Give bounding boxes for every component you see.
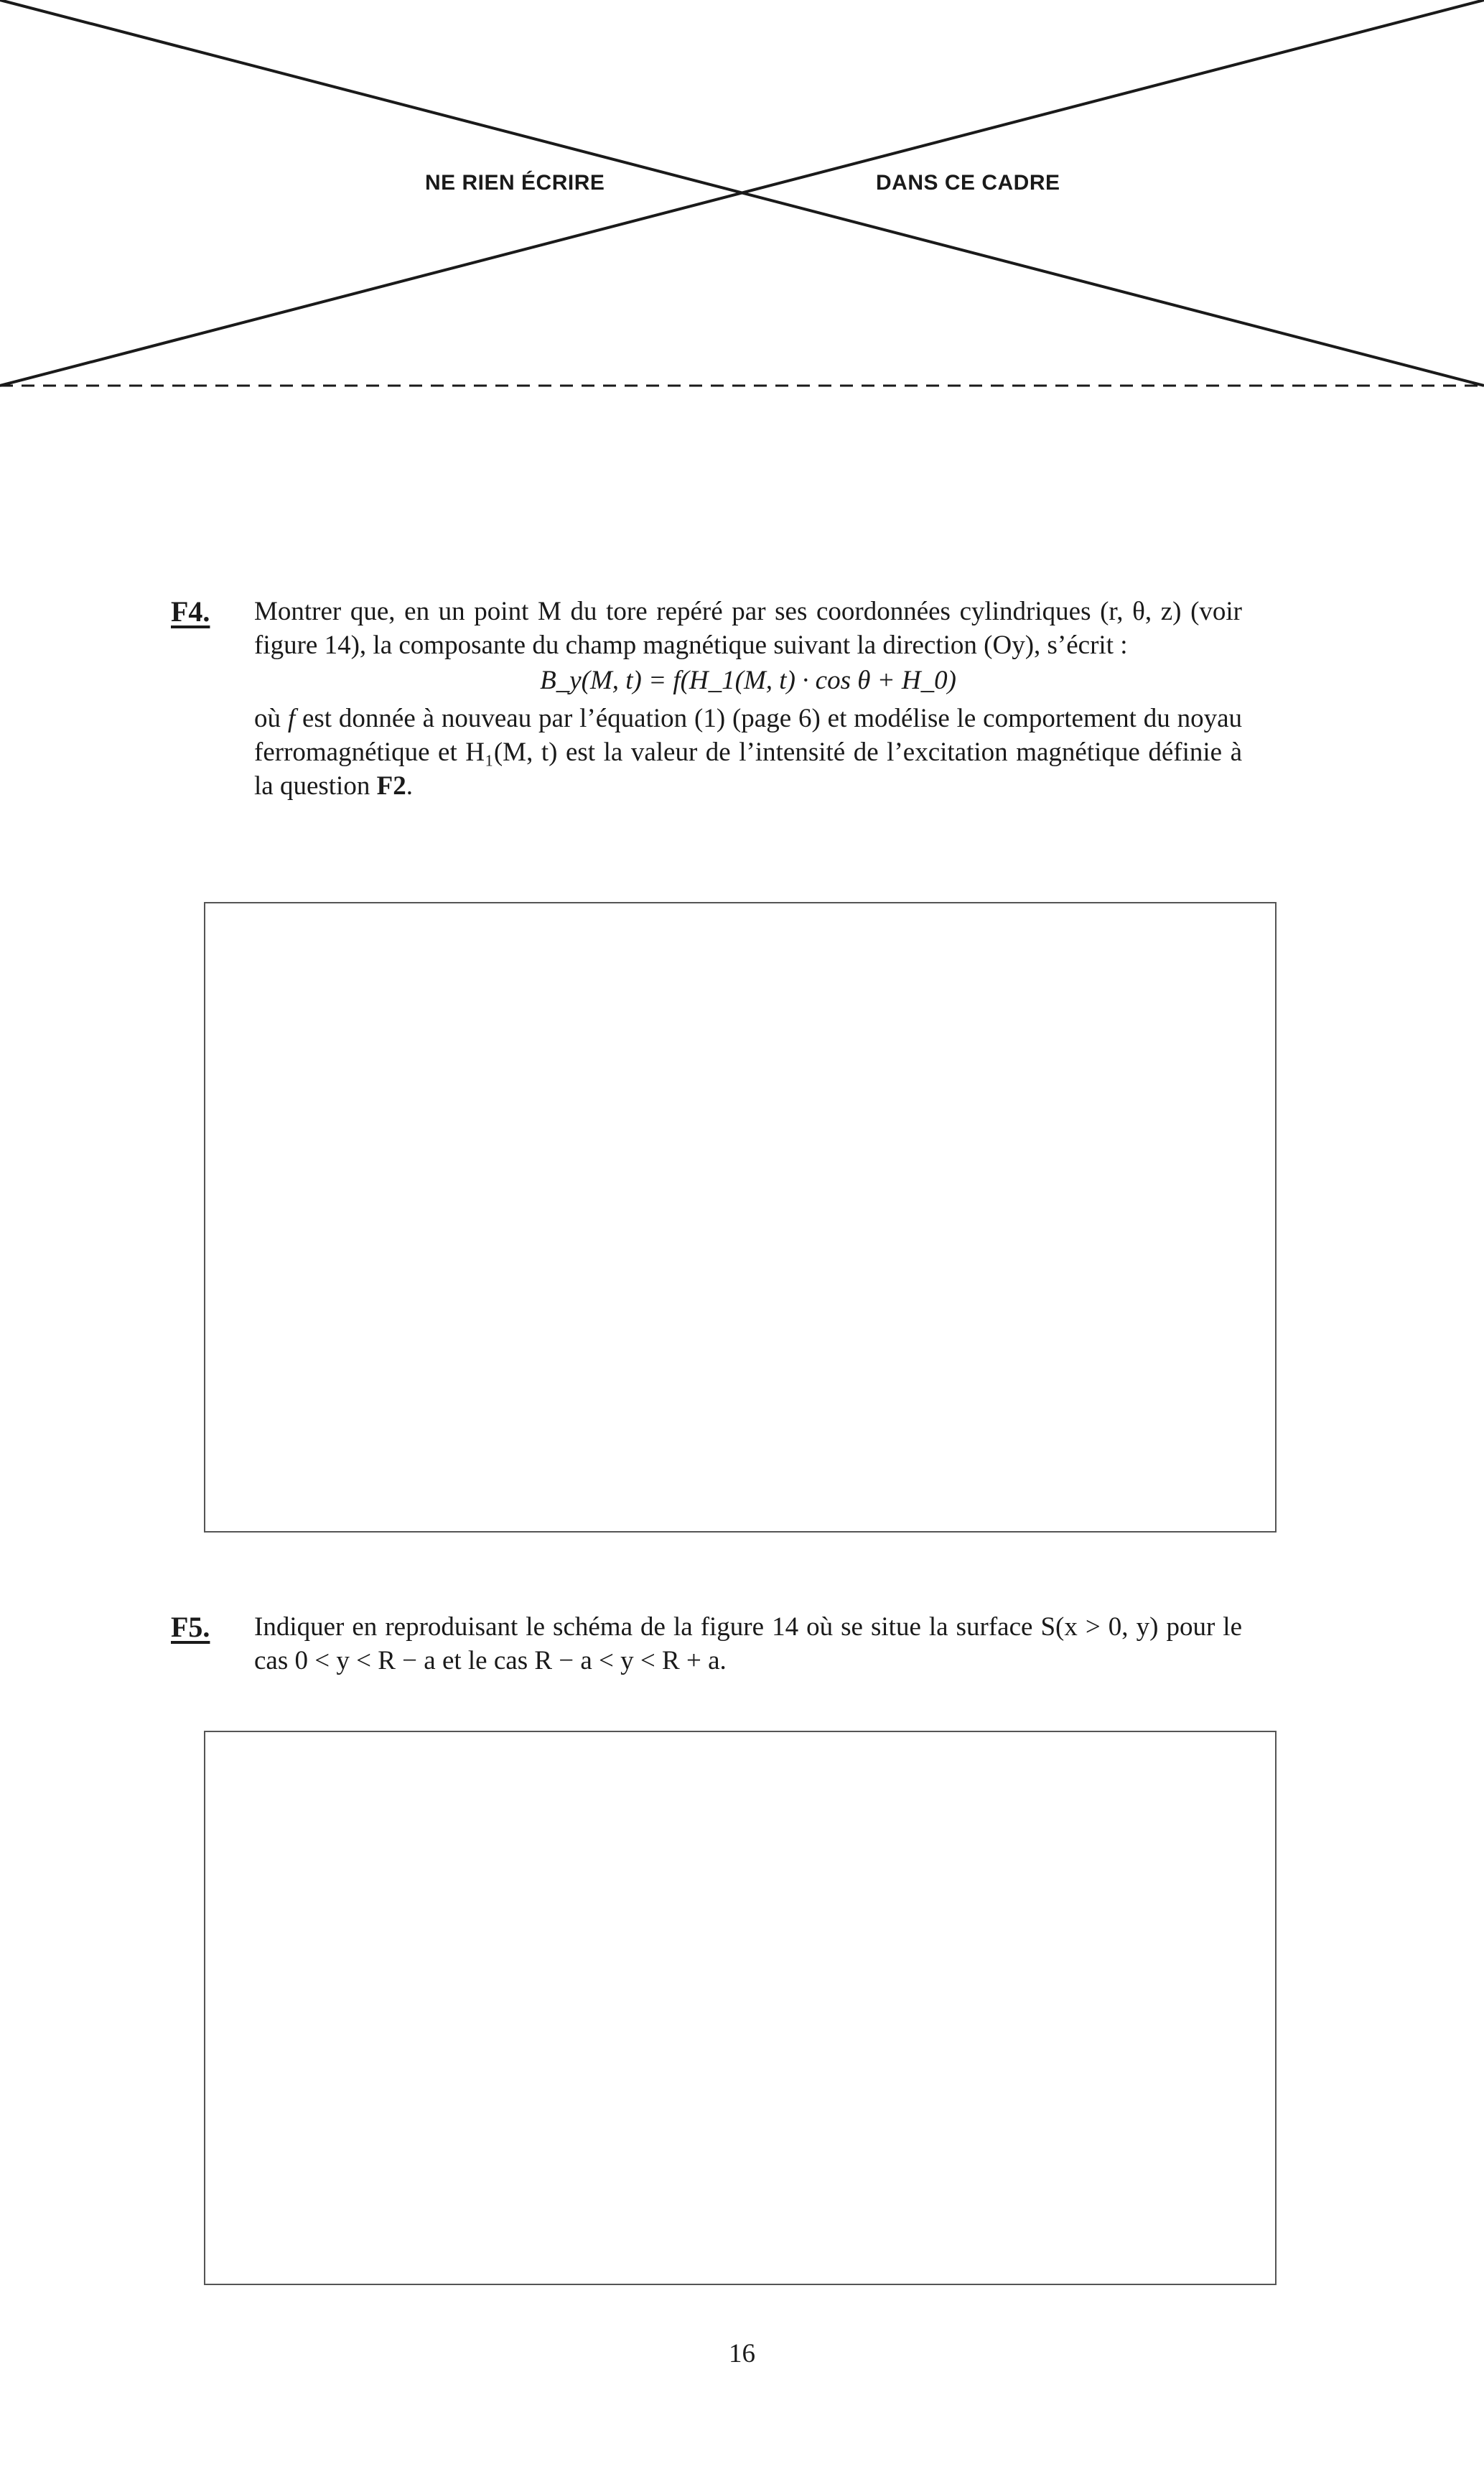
- question-text: [254, 1610, 1242, 1678]
- question-label: F4.: [171, 595, 210, 628]
- answer-box-f5[interactable]: [204, 1731, 1277, 2285]
- header-label-left: NE RIEN ÉCRIRE: [425, 171, 605, 195]
- answer-box-f4[interactable]: [204, 902, 1277, 1533]
- header-label-right: DANS CE CADRE: [876, 171, 1060, 195]
- question-label: F5.: [171, 1611, 210, 1643]
- equation: B_y(M, t) = f(H_1(M, t) · cos θ + H_0): [540, 666, 956, 695]
- question-explanation: où f est donnée à nouveau par l’équation (1) (page 6) et modélise le comportement du noyau ferromagnétique et H₁(M, t) est la valeur de l’intensité de l’excitation magnétique définie à la question F2.: [254, 704, 1242, 801]
- do-not-write-frame: [0, 0, 1484, 402]
- question-text: [254, 595, 1242, 803]
- question-reference: F2: [376, 771, 406, 801]
- page-number: 16: [729, 2339, 755, 2368]
- question-statement: Montrer que, en un point M du tore repéré par ses coordonnées cylindriques (r, θ, z) (voir figure 14), la composante du champ magnétique suivant la direction (Oy), s’écrit :: [254, 597, 1242, 660]
- question-statement: Indiquer en reproduisant le schéma de la figure 14 où se situe la surface S(x > 0, y) pour le cas 0 < y < R − a et le cas R − a < y < R + a.: [254, 1612, 1242, 1675]
